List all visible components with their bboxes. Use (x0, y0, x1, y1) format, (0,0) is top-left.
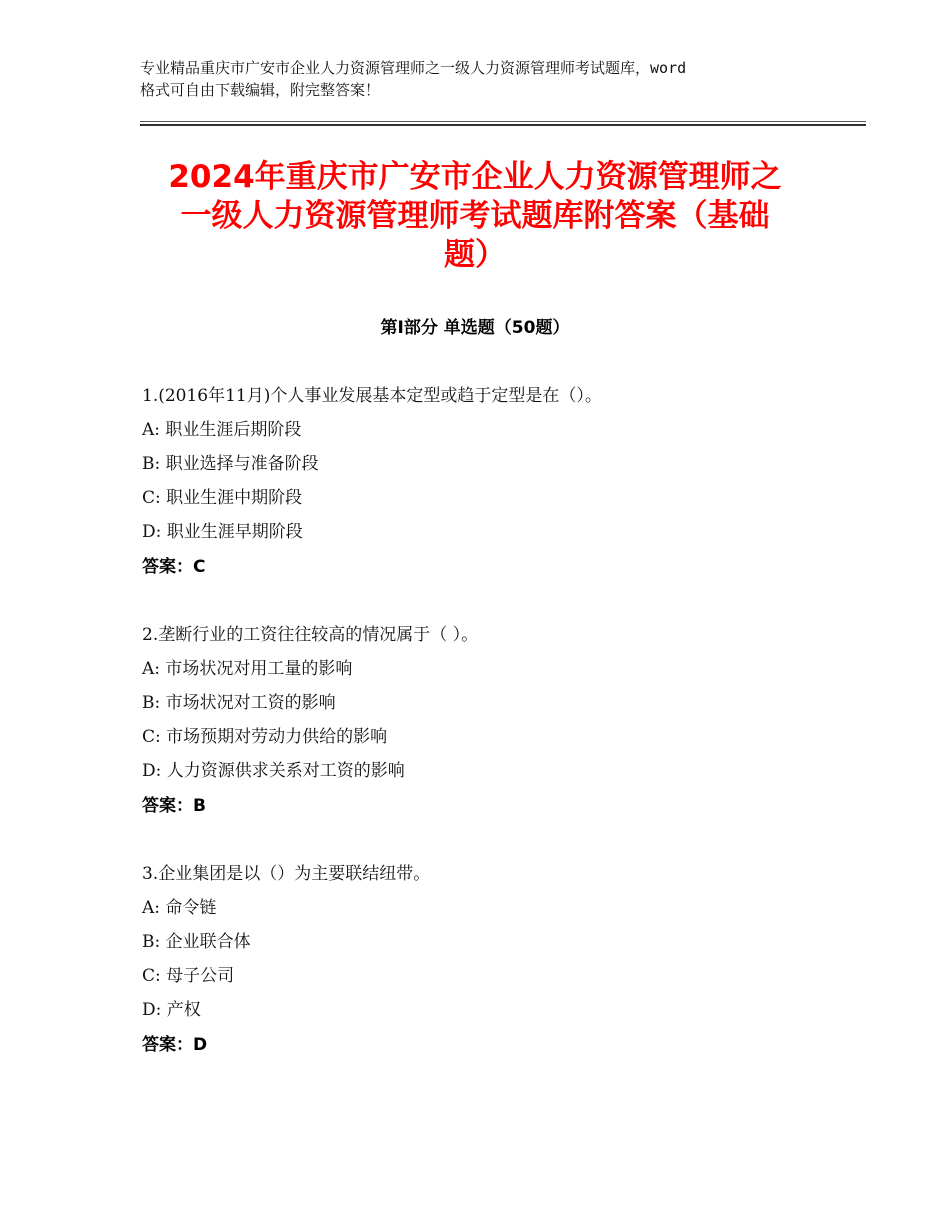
question-1-option-b: B: 职业选择与准备阶段 (142, 454, 319, 474)
question-3-option-b: B: 企业联合体 (142, 932, 251, 952)
question-2-option-a: A: 市场状况对用工量的影响 (142, 659, 353, 679)
question-2-answer: 答案：B (142, 796, 206, 816)
header-divider-thick (140, 124, 866, 126)
document-title-line-2: 一级人力资源管理师考试题库附答案（基础 (180, 198, 770, 234)
question-1-stem: 1.(2016年11月)个人事业发展基本定型或趋于定型是在（）。 (142, 386, 602, 406)
question-1-option-c: C: 职业生涯中期阶段 (142, 488, 303, 508)
header-note-line-1: 专业精品重庆市广安市企业人力资源管理师之一级人力资源管理师考试题库，word (140, 59, 687, 77)
question-2-option-b: B: 市场状况对工资的影响 (142, 693, 336, 713)
question-2-option-d: D: 人力资源供求关系对工资的影响 (142, 761, 405, 781)
question-3-option-c: C: 母子公司 (142, 966, 235, 986)
question-1-option-a: A: 职业生涯后期阶段 (142, 420, 302, 440)
question-3-answer: 答案：D (142, 1035, 208, 1055)
question-2-option-c: C: 市场预期对劳动力供给的影响 (142, 727, 388, 747)
question-3-option-d: D: 产权 (142, 1000, 201, 1020)
question-3-stem: 3.企业集团是以（）为主要联结纽带。 (142, 864, 431, 884)
question-1-answer: 答案：C (142, 557, 206, 577)
section-title: 第Ⅰ部分 单选题（50题） (380, 318, 570, 338)
document-title (120, 158, 830, 275)
question-3-option-a: A: 命令链 (142, 898, 217, 918)
document-title-line-3: 题） (444, 237, 506, 273)
header-note-line-2: 格式可自由下载编辑，附完整答案！ (140, 81, 381, 99)
header-divider-thin (140, 121, 866, 122)
question-1-option-d: D: 职业生涯早期阶段 (142, 522, 303, 542)
question-2-stem: 2.垄断行业的工资往往较高的情况属于（ ）。 (142, 625, 479, 645)
header-note (140, 57, 840, 101)
document-title-line-1: 2024年重庆市广安市企业人力资源管理师之 (168, 159, 782, 195)
